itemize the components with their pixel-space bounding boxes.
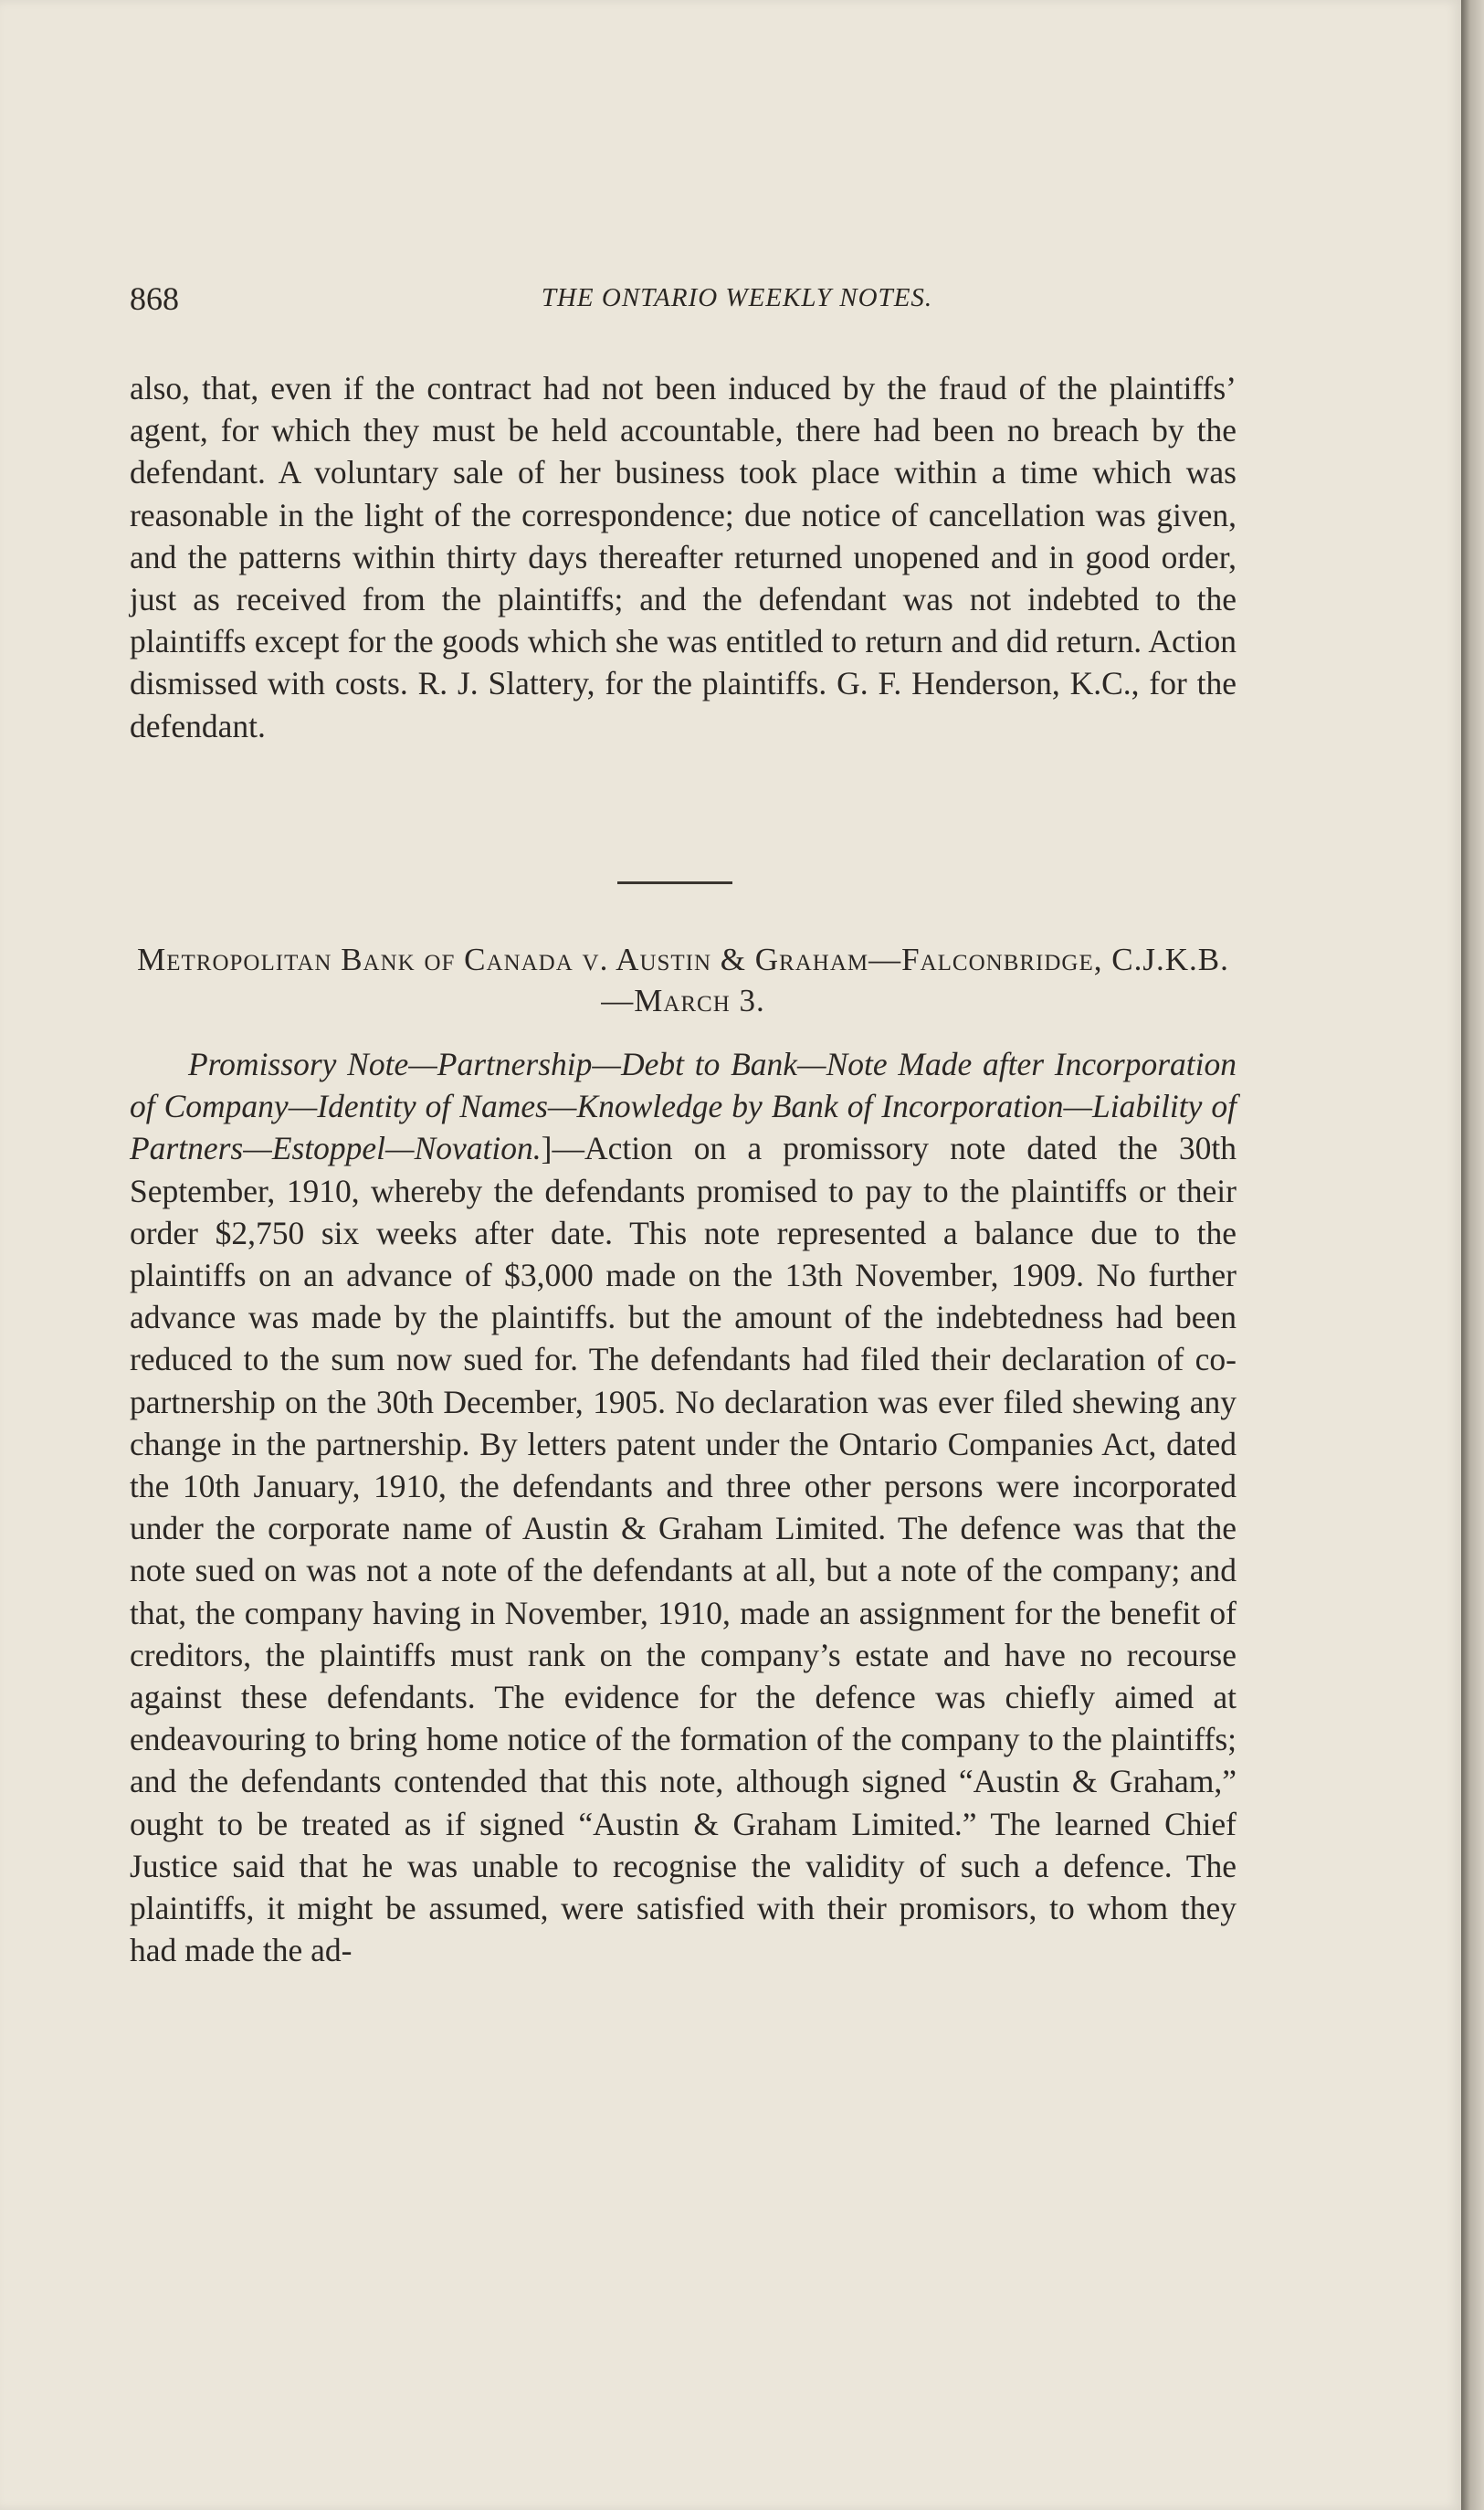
running-title: THE ONTARIO WEEKLY NOTES. <box>541 283 933 312</box>
headnote-italic: Promissory Note—Partnership—Debt to Bank—Note Made after Incorporation of Company—Identity of Names—Knowledge by Bank of Incorporation—Liability of Partners—Estoppel—Novation. <box>130 1046 1237 1167</box>
section-divider <box>617 881 732 884</box>
paragraph-continuation <box>130 367 1237 747</box>
case-report-paragraph <box>130 1043 1237 1971</box>
report-body: ]—Action on a promissory note dated the 30th September, 1910, whereby the defendants promised to pay to the plaintiffs or their order $2,750 six weeks after date. This note represented a balance due to the plaintiffs on an advance of $3,000 made on the 13th November, 1909. No further advance was made by the plaintiffs. but the amount of the indebtedness had been reduced to the sum now sued for. The defendants had filed their declaration of co-partnership on the 30th December, 1905. No declaration was ever filed shewing any change in the partnership. By letters patent under the Ontario Companies Act, dated the 10th January, 1910, the defendants and three other persons were incorporated under the corporate name of Austin & Graham Limited. The defence was that the note sued on was not a note of the defendants at all, but a note of the company; and that, the company having in November, 1910, made an assignment for the benefit of creditors, the plaintiffs must rank on the company’s estate and have no recourse against these defendants. The evidence for the defence was chiefly aimed at endeavouring to bring home notice of the formation of the company to the plaintiffs; and the defendants contended that this note, although signed “Austin & Graham,” ought to be treated as if signed “Austin & Graham Limited.” The learned Chief Justice said that he was unable to recognise the validity of such a defence. The plaintiffs, it might be assumed, were satisfied with their promisors, to whom they had made the ad- <box>130 1130 1237 1969</box>
case-report-text <box>130 1043 1237 1971</box>
case-title: Metropolitan Bank of Canada v. Austin & Graham—Falconbridge, C.J.K.B.—March 3. <box>137 942 1229 1018</box>
paragraph-text: also, that, even if the contract had not been induced by the fraud of the plaintiffs’ agent, for which they must be held accountable, there had been no breach by the defendant. A voluntary sale of her business took place within a time which was reasonable in the light of the correspondence; due notice of cancellation was given, and the patterns within thirty days thereafter returned unopened and in good order, just as received from the plaintiffs; and the defendant was not indebted to the plaintiffs except for the goods which she was entitled to return and did return. Action dismissed with costs. R. J. Slattery, for the plaintiffs. G. F. Henderson, K.C., for the defendant. <box>130 370 1237 744</box>
page-header <box>130 279 1235 334</box>
page-number: 868 <box>130 280 179 317</box>
book-edge <box>1461 0 1484 2510</box>
